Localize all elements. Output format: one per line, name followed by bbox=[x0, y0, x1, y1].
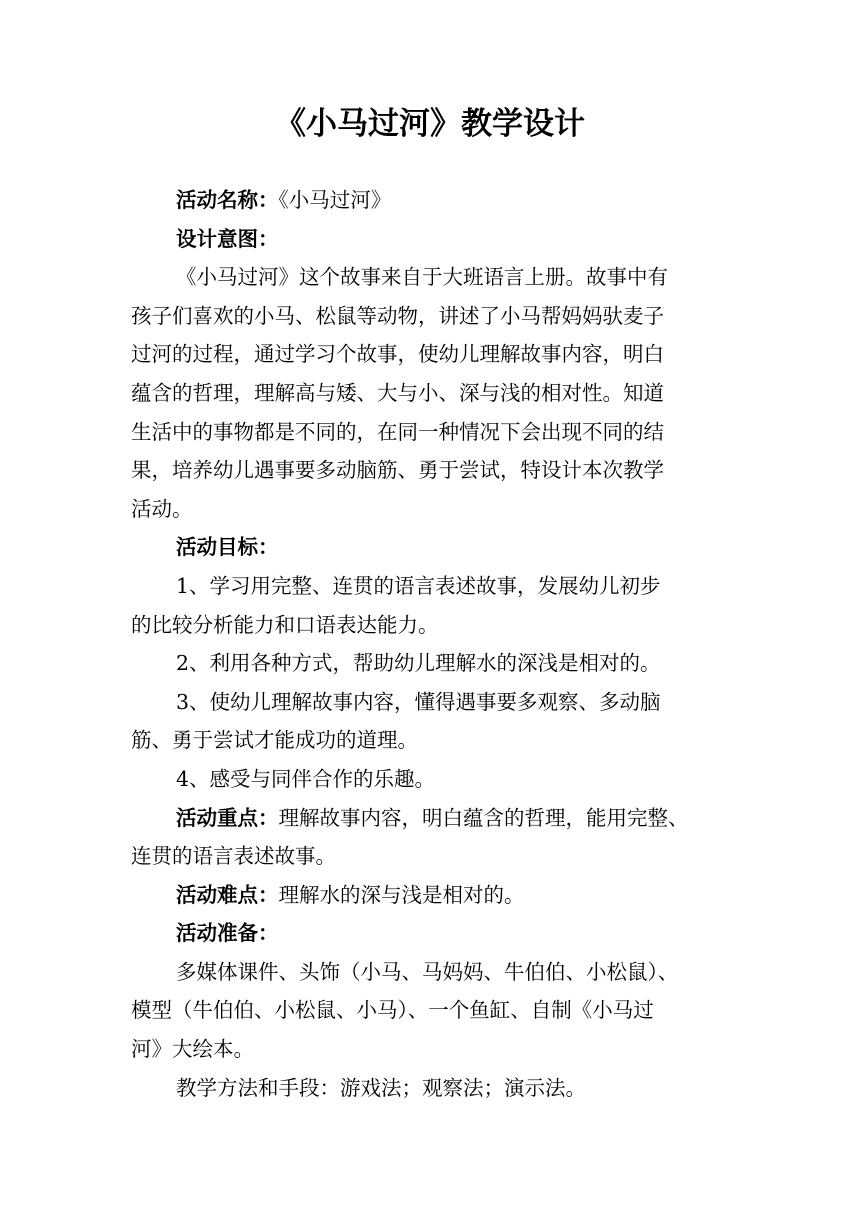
objective-3-line-2: 筋、勇于尝试才能成功的道理。 bbox=[131, 728, 418, 753]
preparation-line-1: 多媒体课件、头饰（小马、马妈妈、牛伯伯、小松鼠）、 bbox=[176, 959, 679, 984]
design-intent-line-2: 孩子们喜欢的小马、松鼠等动物，讲述了小马帮妈妈驮麦子 bbox=[131, 303, 664, 328]
document-title: 《小马过河》教学设计 bbox=[275, 106, 585, 142]
objectives-label: 活动目标： bbox=[176, 535, 279, 560]
activity-name-line bbox=[131, 181, 734, 220]
document-body bbox=[131, 181, 734, 1107]
preparation-line-3: 河》大绘本。 bbox=[131, 1037, 254, 1062]
difficulty-value: 理解水的深与浅是相对的。 bbox=[278, 882, 525, 907]
design-intent-line-5: 生活中的事物都是不同的，在同一种情况下会出现不同的结 bbox=[131, 419, 664, 444]
design-intent-line-3: 过河的过程，通过学习个故事，使幼儿理解故事内容，明白 bbox=[131, 342, 664, 367]
difficulty-line bbox=[131, 876, 734, 915]
activity-name-value: 《小马过河》 bbox=[278, 188, 392, 212]
design-intent-line-4: 蕴含的哲理，理解高与矮、大与小、深与浅的相对性。知道 bbox=[131, 380, 664, 405]
design-intent-label: 设计意图： bbox=[176, 226, 279, 251]
design-intent-line-1: 《小马过河》这个故事来自于大班语言上册。故事中有 bbox=[176, 265, 668, 290]
key-point-line-1 bbox=[131, 799, 734, 838]
objective-4: 4、感受与同伴合作的乐趣。 bbox=[176, 766, 436, 791]
difficulty-label: 活动难点： bbox=[176, 882, 279, 907]
preparation-label: 活动准备： bbox=[176, 921, 279, 946]
preparation-line-2: 模型（牛伯伯、小松鼠、小马）、一个鱼缸、自制《小马过 bbox=[131, 998, 654, 1023]
activity-name-label: 活动名称： bbox=[176, 188, 279, 212]
design-intent-line-7: 活动。 bbox=[131, 496, 193, 521]
objective-1-line-2: 的比较分析能力和口语表达能力。 bbox=[131, 612, 439, 637]
objective-1-line-1: 1、学习用完整、连贯的语言表述故事，发展幼儿初步 bbox=[176, 573, 661, 598]
key-point-text-1: 理解故事内容，明白蕴含的哲理，能用完整、 bbox=[278, 805, 689, 830]
objective-3-line-1: 3、使幼儿理解故事内容，懂得遇事要多观察、多动脑 bbox=[176, 689, 661, 714]
key-point-label: 活动重点： bbox=[176, 805, 279, 830]
teaching-methods-line: 教学方法和手段：游戏法；观察法；演示法。 bbox=[176, 1075, 586, 1100]
design-intent-line-6: 果，培养幼儿遇事要多动脑筋、勇于尝试，特设计本次教学 bbox=[131, 458, 664, 483]
key-point-line-2: 连贯的语言表述故事。 bbox=[131, 844, 336, 869]
objective-2: 2、利用各种方式，帮助幼儿理解水的深浅是相对的。 bbox=[176, 651, 661, 676]
